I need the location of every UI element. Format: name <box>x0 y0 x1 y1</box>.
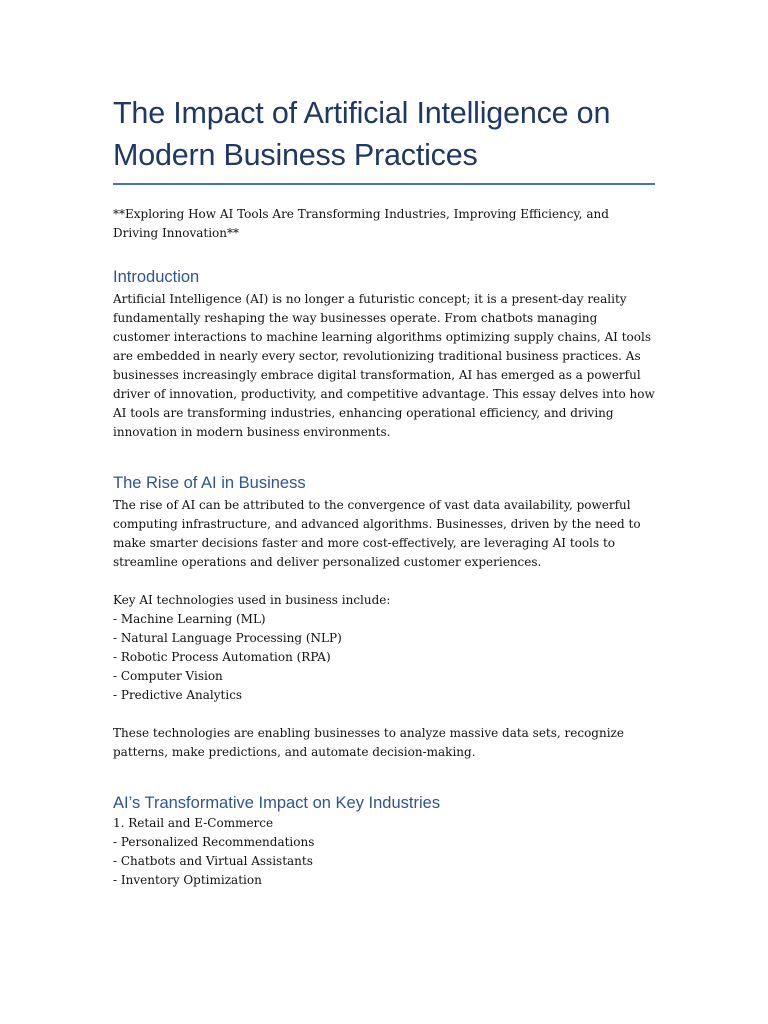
heading-industry-impact: AI’s Transformative Impact on Key Industries <box>113 794 441 812</box>
industry-list <box>113 814 655 890</box>
heading-introduction: Introduction <box>113 268 200 286</box>
document-title: The Impact of Artificial Intelligence on Modern Business Practices <box>113 96 611 172</box>
rise-paragraph: The rise of AI can be attributed to the convergence of vast data availability, powerful computing infrastructure, and advanced algorithms. Businesses, driven by the need to make smarter decisions faster and more cost-effectively, are leveraging AI tools to streamline operations and deliver personalized customer experiences. <box>113 498 641 569</box>
introduction-paragraph: Artificial Intelligence (AI) is no longer a futuristic concept; it is a present-day reality fundamentally reshaping the way businesses operate. From chatbots managing customer interactions to machine learning algorithms optimizing supply chains, AI tools are embedded in nearly every sector, revolutionizing traditional business practices. As businesses increasingly embrace digital transformation, AI has emerged as a powerful driver of innovation, productivity, and competitive advantage. This essay delves into how AI tools are transforming industries, enhancing operational efficiency, and driving innovation in modern business environments. <box>113 292 655 439</box>
list-item: - Chatbots and Virtual Assistants <box>113 854 313 868</box>
list-item: - Natural Language Processing (NLP) <box>113 631 342 645</box>
list-item: - Robotic Process Automation (RPA) <box>113 650 331 664</box>
technologies-list <box>113 610 655 705</box>
list-item: - Computer Vision <box>113 669 223 683</box>
paragraph-gap <box>113 705 655 724</box>
document-page <box>113 92 655 890</box>
list-item: - Predictive Analytics <box>113 688 243 702</box>
list-item: - Machine Learning (ML) <box>113 612 266 626</box>
paragraph-gap <box>113 572 655 591</box>
title-divider <box>113 183 655 185</box>
list-item: - Personalized Recommendations <box>113 835 315 849</box>
document-subtitle: **Exploring How AI Tools Are Transforming Industries, Improving Efficiency, and Driving Innovation** <box>113 207 609 240</box>
technologies-closing: These technologies are enabling businesses to analyze massive data sets, recognize patterns, make predictions, and automate decision-making. <box>113 726 624 759</box>
list-item: - Inventory Optimization <box>113 873 262 887</box>
technologies-intro: Key AI technologies used in business include: <box>113 593 391 607</box>
heading-rise-of-ai: The Rise of AI in Business <box>113 474 306 492</box>
list-item: 1. Retail and E-Commerce <box>113 816 274 830</box>
